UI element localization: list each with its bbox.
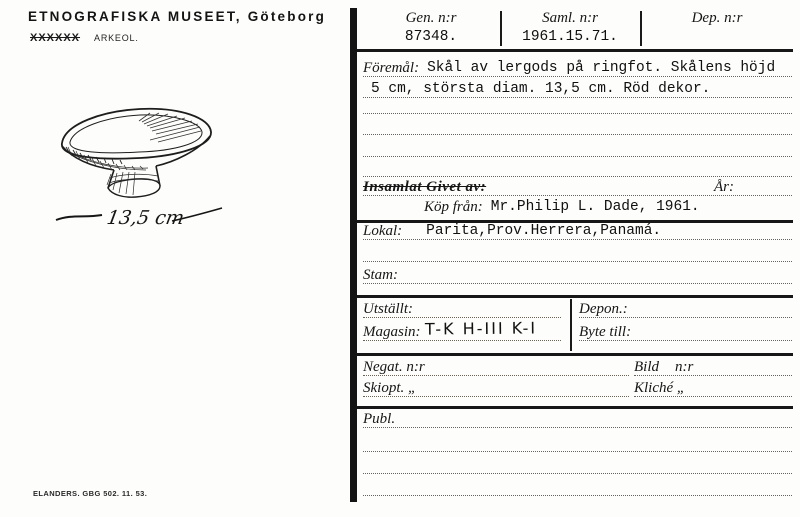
bild-nr-label: n:r <box>675 359 694 375</box>
foremal-text-line1: Skål av lergods på ringfot. Skålens höjd <box>427 60 776 76</box>
lokal-value: Parita,Prov.Herrera,Panamá. <box>426 223 662 239</box>
magasin-row <box>363 318 561 341</box>
utstallt-row <box>363 300 561 318</box>
section-divider <box>357 295 793 298</box>
dep-nr-label: Dep. n:r <box>691 10 743 26</box>
museum-name: ETNOGRAFISKA MUSEET, Göteborg <box>28 9 327 24</box>
gen-nr-value: 87348. <box>404 29 458 45</box>
gen-nr-field <box>366 10 496 45</box>
collected-given-row <box>363 178 792 196</box>
depon-row <box>579 300 792 318</box>
saml-nr-field <box>502 10 638 45</box>
foremal-text-line2: 5 cm, största diam. 13,5 cm. Röd dekor. <box>371 81 711 97</box>
dotted-rule <box>363 134 792 135</box>
foremal-label: Föremål: <box>363 60 420 76</box>
card-left-border <box>350 8 357 502</box>
dotted-rule <box>363 495 792 496</box>
magasin-label: Magasin: <box>363 324 421 340</box>
dep-nr-field <box>642 10 792 29</box>
foremal-row <box>363 59 792 77</box>
foremal-row2 <box>363 80 792 98</box>
negat-label: Negat. n:r <box>363 359 425 375</box>
saml-nr-value: 1961.15.71. <box>522 29 618 45</box>
gen-nr-label: Gen. n:r <box>405 10 457 26</box>
dotted-rule <box>363 176 792 177</box>
lokal-label: Lokal: <box>363 223 403 239</box>
year-label: År: <box>714 179 734 195</box>
utstallt-label: Utställt: <box>363 301 414 317</box>
skiopt-row <box>363 379 629 397</box>
dotted-rule <box>363 113 792 114</box>
collected-given-label-crossed: Insamlat Givet av: <box>363 179 487 195</box>
byte-till-label: Byte till: <box>579 324 632 340</box>
saml-nr-label: Saml. n:r <box>542 10 598 26</box>
dotted-rule <box>363 261 792 262</box>
sketch-caption-handwriting <box>56 206 222 229</box>
stam-row <box>363 266 792 284</box>
svg-text:13,5 cm: 13,5 cm <box>105 206 187 229</box>
bild-row <box>634 358 792 376</box>
dotted-rule <box>363 451 792 452</box>
lokal-row <box>363 222 792 240</box>
storage-column-divider <box>570 299 572 351</box>
section-divider <box>357 353 793 356</box>
purchase-value: Mr.Philip L. Dade, 1961. <box>490 199 700 215</box>
object-sketch <box>50 100 230 240</box>
stam-label: Stam: <box>363 267 398 283</box>
department-line <box>30 32 139 44</box>
publ-row <box>363 410 792 428</box>
negat-row <box>363 358 629 376</box>
purchase-label: Köp från: <box>424 199 483 215</box>
purchase-row <box>424 198 792 215</box>
byte-till-row <box>579 323 792 341</box>
dotted-rule <box>363 473 792 474</box>
dotted-rule <box>363 156 792 157</box>
kliche-row <box>634 379 792 397</box>
skiopt-label: Skiopt. „ <box>363 380 417 396</box>
section-divider <box>357 49 793 52</box>
depon-label: Depon.: <box>579 301 628 317</box>
publ-label: Publ. <box>363 411 396 427</box>
bild-label: Bild <box>634 359 659 375</box>
department-label: ARKEOL. <box>94 33 139 43</box>
printer-code: ELANDERS. GBG 502. 11. 53. <box>33 489 148 498</box>
crossed-out-text: XXXXXX <box>30 32 81 44</box>
magasin-handwritten-value: T-K H-III K-I <box>424 318 538 339</box>
section-divider <box>357 406 793 409</box>
kliche-label: Kliché „ <box>634 380 686 396</box>
